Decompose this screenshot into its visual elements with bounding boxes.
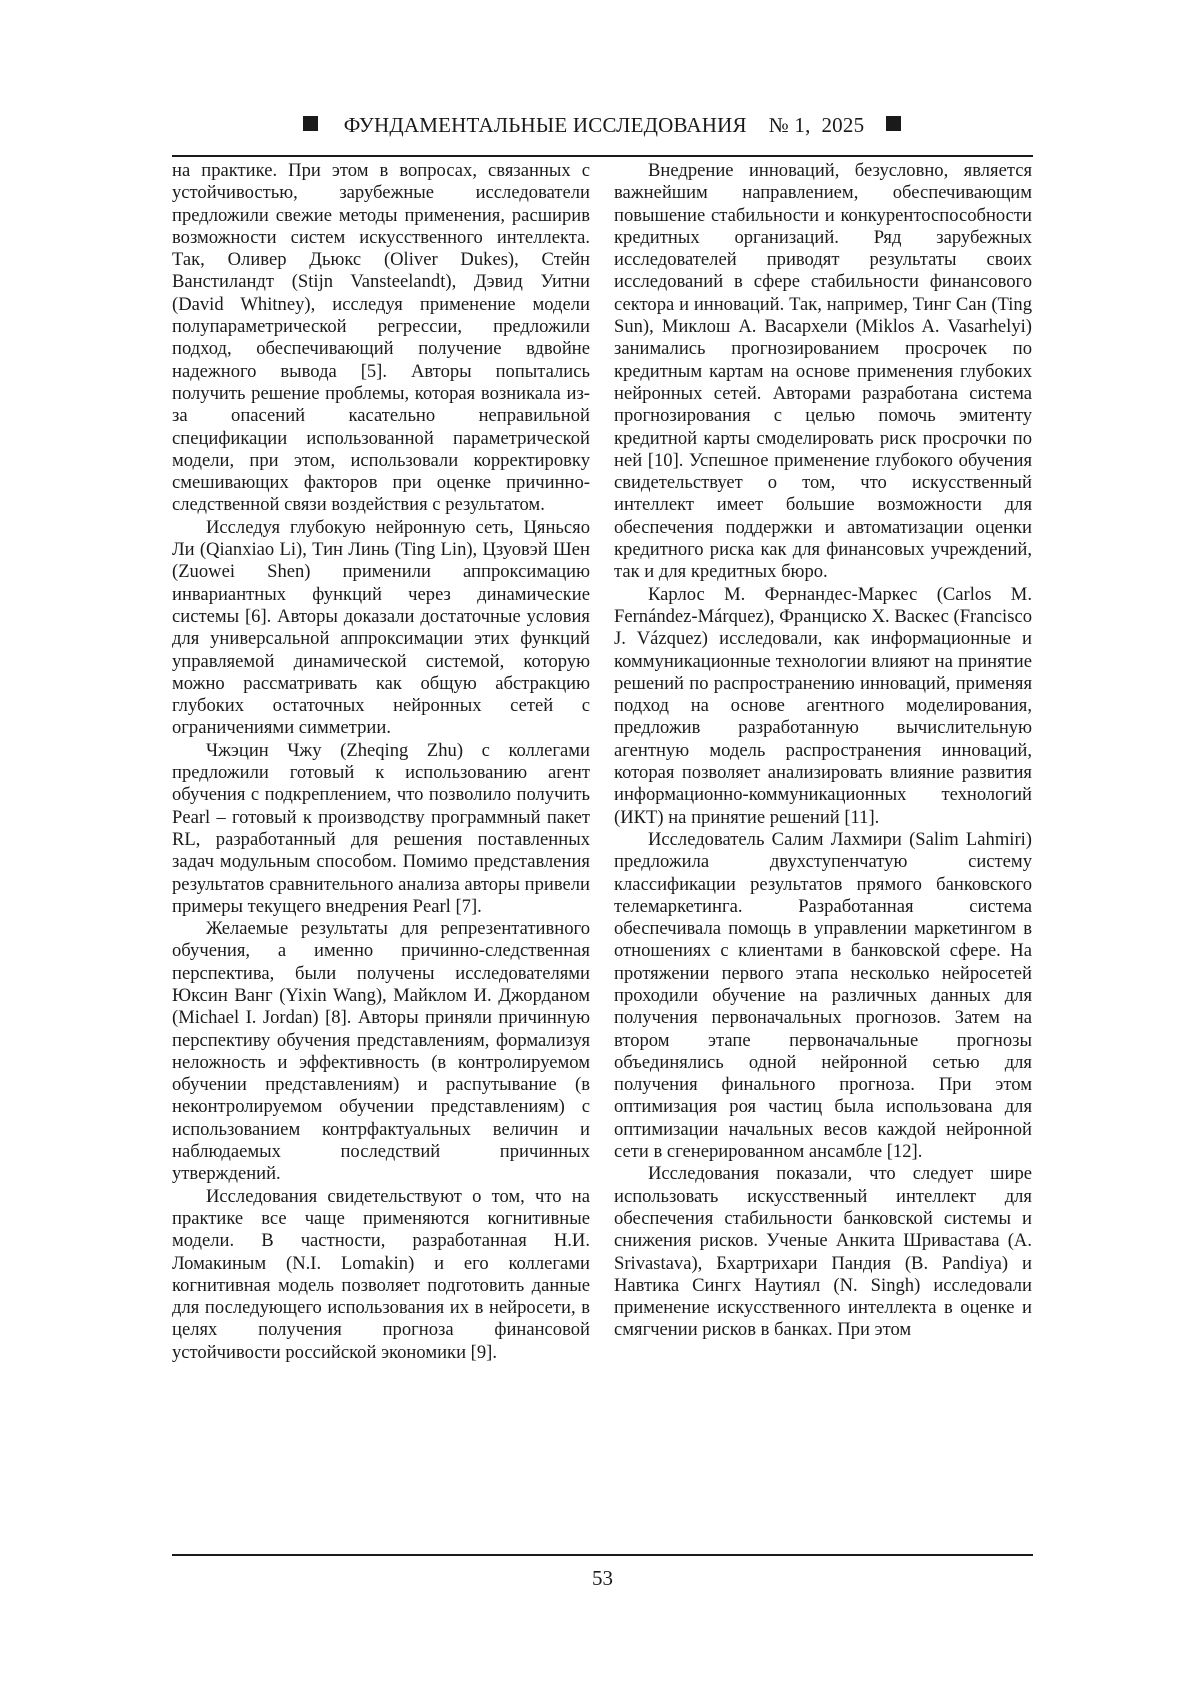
issue-number: № 1, [768, 113, 811, 137]
paragraph: Исследования показали, что следует шире использовать искусственный интеллект для обеспечения стабильности банковской системы и снижения рисков. Ученые Анкита Шривастава (A. Srivastava), Бхартрихари Пандия (B. Pandiya) и Навтика Сингх Наутиял (N. Singh) исследовали применение искусственного интеллекта в оценке и смягчении рисков в банках. При этом [614, 1163, 1032, 1341]
header-rule [172, 155, 1033, 157]
paragraph: Исследования свидетельствуют о том, что на практике все чаще применяются когнитивные модели. В частности, разработанная Н.И. Ломакиным (N.I. Lomakin) и его коллегами когнитивная модель позволяет подготовить данные для последующего использования их в нейросети, в целях получения прогноза финансовой устойчивости российской экономики [9]. [172, 1185, 590, 1363]
paragraph: Исследуя глубокую нейронную сеть, Цяньсяо Ли (Qianxiao Li), Тин Линь (Ting Lin), Цзуовэй Шен (Zuowei Shen) применили аппроксимацию инвариантных функций через динамические системы [6]. Авторы доказали достаточные условия для универсальной аппроксимации этих функций управляемой динамической системой, которую можно рассматривать как общую абстракцию глубоких остаточных нейронных сетей с ограничениями симметрии. [172, 516, 590, 739]
paragraph: Желаемые результаты для репрезентативного обучения, а именно причинно-следственная перспектива, были получены исследователями Юксин Ванг (Yixin Wang), Майклом И. Джорданом (Michael I. Jordan) [8]. Авторы приняли причинную перспективу обучения представлениям, формализуя неложность и эффективность (в контролируемом обучении представлениям) и распутывание (в неконтролируемом обучении представлениям) с использованием контрфактуальных величин и наблюдаемых последствий причинных утверждений. [172, 918, 590, 1185]
issue-year: 2025 [821, 113, 865, 137]
paragraph: на практике. При этом в вопросах, связанных с устойчивостью, зарубежные исследователи предложили свежие методы применения, расширив возможности систем искусственного интеллекта. Так, Оливер Дьюкс (Oliver Dukes), Стейн Ванстиландт (Stijn Vansteelandt), Дэвид Уитни (David Whitney), исследуя применение модели полупараметрической регрессии, предложили подход, обеспечивающий получение вдвойне надежного вывода [5]. Авторы попытались получить решение проблемы, которая возникала из-за опасений касательно неправильной спецификации использованной параметрической модели, при этом, использовали корректировку смешивающих факторов при оценке причинно-следственной связи воздействия с результатом. [172, 160, 590, 516]
paragraph: Карлос М. Фернандес-Маркес (Carlos M. Fernández-Márquez), Франциско Х. Васкес (Francisco J. Vázquez) исследовали, как информационные и коммуникационные технологии влияют на принятие решений по распространению инноваций, применяя подход на основе агентного моделирования, предложив разработанную вычислительную агентную модель распространения инноваций, которая позволяет анализировать влияние развития информационно-коммуникационных технологий (ИКТ) на принятие решений [11]. [614, 583, 1032, 828]
right-column [614, 160, 1032, 1342]
left-column [172, 160, 590, 1364]
paragraph: Внедрение инноваций, безусловно, является важнейшим направлением, обеспечивающим повышение стабильности и конкурентоспособности кредитных организаций. Ряд зарубежных исследователей приводят результаты своих исследований в сфере стабильности финансового сектора и инноваций. Так, например, Тинг Сан (Ting Sun), Миклош А. Васархели (Miklos A. Vasarhelyi) занимались прогнозированием просрочек по кредитным картам на основе применения глубоких нейронных сетей. Авторами разработана система прогнозирования с целью помочь эмитенту кредитной карты смоделировать риск просрочки по ней [10]. Успешное применение глубокого обучения свидетельствует о том, что искусственный интеллект имеет большие возможности для обеспечения поддержки и автоматизации оценки кредитного риска как для финансовых учреждений, так и для кредитных бюро. [614, 160, 1032, 583]
paragraph: Исследователь Салим Лахмири (Salim Lahmiri) предложила двухступенчатую систему классификации результатов прямого банковского телемаркетинга. Разработанная система обеспечивала помощь в управлении маркетингом в отношениях с клиентами в банковской сфере. На протяжении первого этапа несколько нейросетей проходили обучение на различных данных для получения первоначальных прогнозов. Затем на втором этапе первоначальные прогнозы объединялись одной нейронной сетью для получения финального прогноза. При этом оптимизация роя частиц была использована для оптимизации начальных весов каждой нейронной сети в сгенерированном ансамбле [12]. [614, 828, 1032, 1163]
journal-title: ФУНДАМЕНТАЛЬНЫЕ ИССЛЕДОВАНИЯ [343, 113, 747, 137]
square-bullet-icon [886, 116, 901, 131]
square-bullet-icon [303, 116, 318, 131]
paragraph: Чжэцин Чжу (Zheqing Zhu) с коллегами предложили готовый к использованию агент обучения с подкреплением, что позволило получить Pearl – готовый к производству программный пакет RL, разработанный для решения поставленных задач модульным способом. Помимо представления результатов сравнительного анализа авторы привели примеры текущего внедрения Pearl [7]. [172, 739, 590, 917]
footer-rule [172, 1554, 1033, 1556]
running-header [172, 112, 1032, 138]
page-number: 53 [592, 1566, 613, 1590]
